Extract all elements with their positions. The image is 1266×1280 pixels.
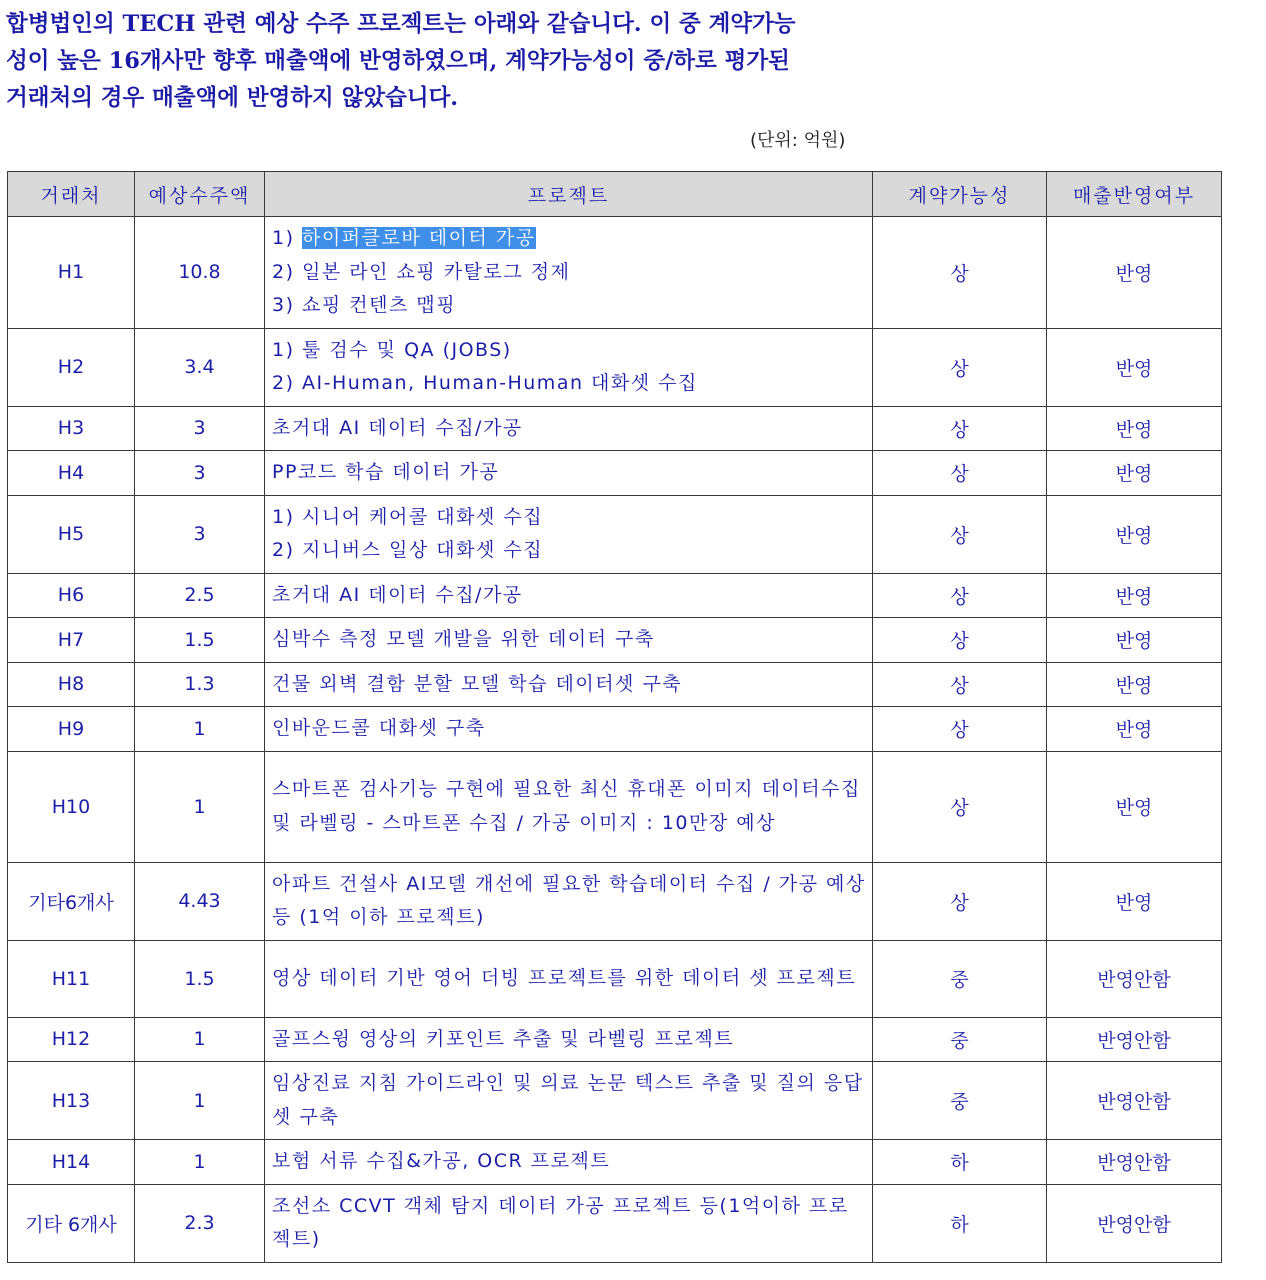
reflection-cell: 반영안함	[1047, 1184, 1222, 1262]
probability-cell: 상	[873, 217, 1047, 329]
header-project: 프로젝트	[265, 172, 873, 217]
project-line: 스마트폰 검사기능 구현에 필요한 최신 휴대폰 이미지 데이터수집 및 라벨링 - 스마트폰 수집 / 가공 이미지 : 10만장 예상	[272, 778, 861, 834]
project-cell	[265, 573, 873, 618]
reflection-cell: 반영	[1047, 495, 1222, 573]
project-line: 3) 쇼핑 컨텐츠 맵핑	[272, 294, 457, 316]
project-line: 심박수 측정 모델 개발을 위한 데이터 구축	[272, 628, 655, 650]
client-cell: H5	[8, 495, 135, 573]
table-row	[8, 217, 1222, 329]
project-line: 2) 지니버스 일상 대화셋 수집	[272, 539, 544, 561]
client-cell: H9	[8, 707, 135, 752]
project-line: 초거대 AI 데이터 수집/가공	[272, 583, 523, 606]
project-cell	[265, 328, 873, 406]
project-cell	[265, 217, 873, 329]
amount-cell: 3	[135, 495, 265, 573]
probability-cell: 상	[873, 662, 1047, 707]
project-line: 1) 툴 검수 및 QA (JOBS)	[272, 338, 512, 361]
client-cell: H10	[8, 751, 135, 862]
client-cell: H2	[8, 328, 135, 406]
table-row	[8, 940, 1222, 1017]
table-row	[8, 1140, 1222, 1185]
intro-line: 성이 높은 16개사만 향후 매출액에 반영하였으며, 계약가능성이 중/하로 평가된	[6, 48, 790, 74]
probability-cell: 상	[873, 707, 1047, 752]
project-line: 영상 데이터 기반 영어 더빙 프로젝트를 위한 데이터 셋 프로젝트	[272, 966, 857, 989]
project-line: 보험 서류 수집&가공, OCR 프로젝트	[272, 1150, 611, 1172]
header-reflection: 매출반영여부	[1047, 172, 1222, 217]
project-cell	[265, 1184, 873, 1262]
client-cell: H12	[8, 1017, 135, 1062]
reflection-cell: 반영	[1047, 751, 1222, 862]
amount-cell: 1	[135, 1017, 265, 1062]
table-row	[8, 406, 1222, 451]
project-cell	[265, 495, 873, 573]
project-line: 인바운드콜 대화셋 구축	[272, 717, 486, 739]
client-cell: H1	[8, 217, 135, 329]
project-cell	[265, 662, 873, 707]
intro-paragraph	[6, 6, 886, 117]
reflection-cell: 반영안함	[1047, 940, 1222, 1017]
table-header-row	[8, 172, 1222, 217]
table-row	[8, 862, 1222, 940]
client-cell: H13	[8, 1062, 135, 1140]
probability-cell: 상	[873, 451, 1047, 496]
reflection-cell: 반영	[1047, 451, 1222, 496]
reflection-cell: 반영	[1047, 662, 1222, 707]
table-row	[8, 707, 1222, 752]
reflection-cell: 반영안함	[1047, 1017, 1222, 1062]
header-amount: 예상수주액	[135, 172, 265, 217]
probability-cell: 상	[873, 618, 1047, 663]
probability-cell: 하	[873, 1184, 1047, 1262]
amount-cell: 1	[135, 1062, 265, 1140]
table-row	[8, 495, 1222, 573]
project-cell	[265, 1017, 873, 1062]
reflection-cell: 반영	[1047, 406, 1222, 451]
client-cell: H7	[8, 618, 135, 663]
client-cell: H8	[8, 662, 135, 707]
amount-cell: 1.5	[135, 618, 265, 663]
probability-cell: 상	[873, 862, 1047, 940]
project-line: 2) AI-Human, Human-Human 대화셋 수집	[272, 372, 698, 394]
client-cell: H6	[8, 573, 135, 618]
table-row	[8, 1062, 1222, 1140]
header-probability: 계약가능성	[873, 172, 1047, 217]
probability-cell: 상	[873, 495, 1047, 573]
project-line: 초거대 AI 데이터 수집/가공	[272, 416, 523, 439]
amount-cell: 2.5	[135, 573, 265, 618]
project-cell	[265, 618, 873, 663]
table-row	[8, 328, 1222, 406]
reflection-cell: 반영안함	[1047, 1062, 1222, 1140]
amount-cell: 1.5	[135, 940, 265, 1017]
project-cell	[265, 1062, 873, 1140]
project-cell	[265, 862, 873, 940]
amount-cell: 3.4	[135, 328, 265, 406]
probability-cell: 상	[873, 573, 1047, 618]
amount-cell: 3	[135, 406, 265, 451]
table-row	[8, 573, 1222, 618]
client-cell: H14	[8, 1140, 135, 1185]
probability-cell: 중	[873, 1062, 1047, 1140]
project-line	[272, 222, 868, 256]
amount-cell: 1	[135, 751, 265, 862]
amount-cell: 10.8	[135, 217, 265, 329]
table-row	[8, 451, 1222, 496]
probability-cell: 중	[873, 1017, 1047, 1062]
reflection-cell: 반영	[1047, 862, 1222, 940]
table-row	[8, 618, 1222, 663]
amount-cell: 4.43	[135, 862, 265, 940]
project-line: 조선소 CCVT 객체 탐지 데이터 가공 프로젝트 등(1억이하 프로젝트)	[272, 1194, 849, 1250]
project-cell	[265, 751, 873, 862]
header-client: 거래처	[8, 172, 135, 217]
probability-cell: 하	[873, 1140, 1047, 1185]
project-line: 1) 시니어 케어콜 대화셋 수집	[272, 505, 544, 528]
table-row	[8, 1184, 1222, 1262]
table-row	[8, 751, 1222, 862]
reflection-cell: 반영	[1047, 217, 1222, 329]
project-cell	[265, 1140, 873, 1185]
probability-cell: 중	[873, 940, 1047, 1017]
probability-cell: 상	[873, 751, 1047, 862]
table-row	[8, 662, 1222, 707]
intro-line: 합병법인의 TECH 관련 예상 수주 프로젝트는 아래와 같습니다. 이 중 계약가능	[6, 11, 796, 37]
project-table	[7, 171, 1222, 1263]
probability-cell: 상	[873, 406, 1047, 451]
reflection-cell: 반영	[1047, 328, 1222, 406]
amount-cell: 1.3	[135, 662, 265, 707]
selected-text[interactable]: 하이퍼클로바 데이터 가공	[302, 227, 536, 249]
project-line: 건물 외벽 결함 분할 모델 학습 데이터셋 구축	[272, 672, 683, 695]
client-cell: 기타 6개사	[8, 1184, 135, 1262]
client-cell: H11	[8, 940, 135, 1017]
reflection-cell: 반영	[1047, 707, 1222, 752]
table-row	[8, 1017, 1222, 1062]
project-line: 아파트 건설사 AI모델 개선에 필요한 학습데이터 수집 / 가공 예상 등 (1억 이하 프로젝트)	[272, 872, 866, 928]
client-cell: H3	[8, 406, 135, 451]
unit-label: (단위: 억원)	[750, 130, 846, 151]
client-cell: 기타6개사	[8, 862, 135, 940]
project-cell	[265, 940, 873, 1017]
amount-cell: 3	[135, 451, 265, 496]
project-cell	[265, 406, 873, 451]
project-line: 골프스윙 영상의 키포인트 추출 및 라벨링 프로젝트	[272, 1027, 735, 1050]
client-cell: H4	[8, 451, 135, 496]
project-line-prefix: 1)	[272, 227, 303, 249]
reflection-cell: 반영안함	[1047, 1140, 1222, 1185]
amount-cell: 2.3	[135, 1184, 265, 1262]
project-line: 임상진료 지침 가이드라인 및 의료 논문 텍스트 추출 및 질의 응답셋 구축	[272, 1072, 864, 1128]
project-cell	[265, 707, 873, 752]
amount-cell: 1	[135, 707, 265, 752]
project-line: 2) 일본 라인 쇼핑 카탈로그 정제	[272, 260, 571, 283]
project-cell	[265, 451, 873, 496]
probability-cell: 상	[873, 328, 1047, 406]
intro-line: 거래처의 경우 매출액에 반영하지 않았습니다.	[6, 85, 459, 111]
project-line: PP코드 학습 데이터 가공	[272, 461, 500, 483]
amount-cell: 1	[135, 1140, 265, 1185]
reflection-cell: 반영	[1047, 573, 1222, 618]
reflection-cell: 반영	[1047, 618, 1222, 663]
